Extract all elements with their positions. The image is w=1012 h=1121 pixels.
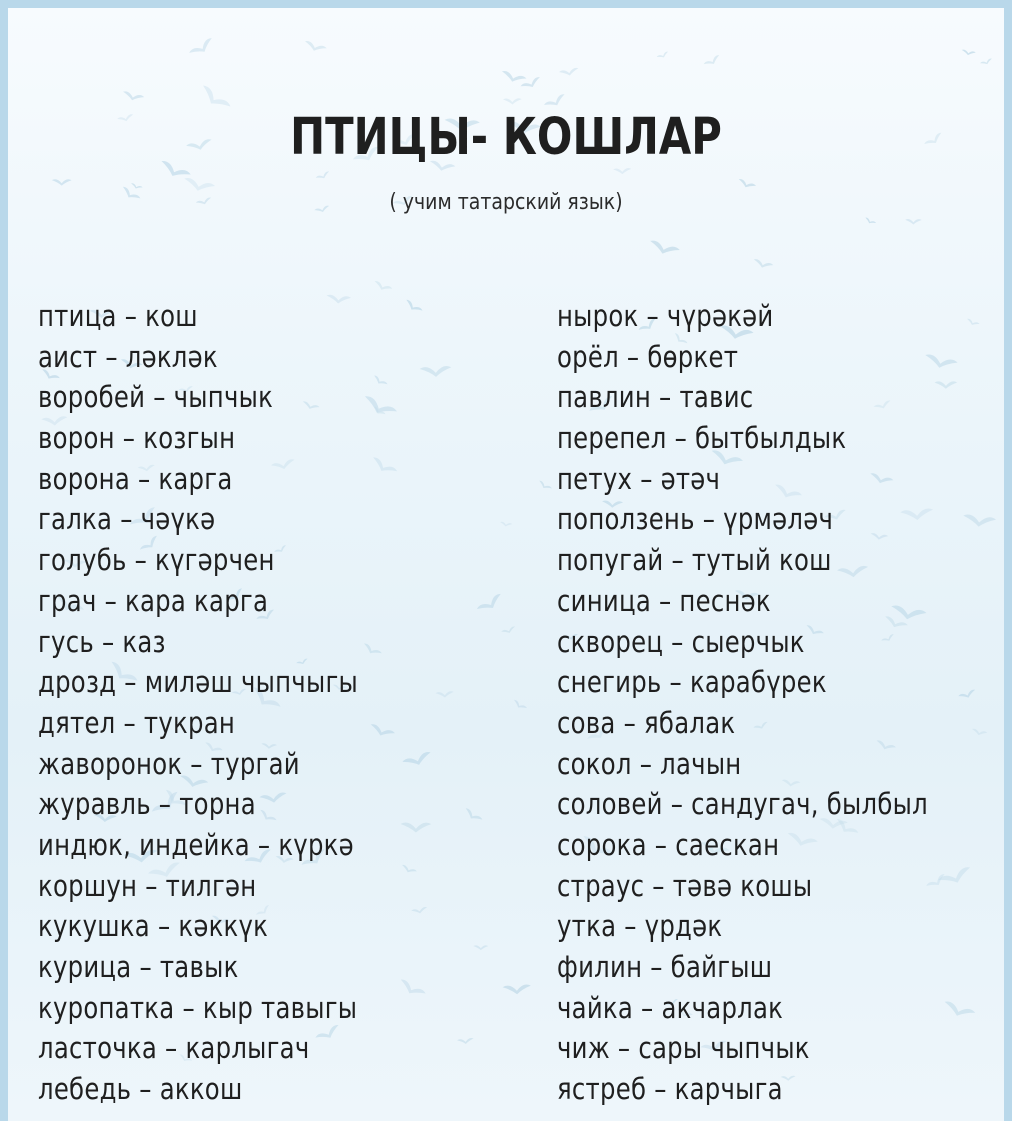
bird-icon [502,984,531,995]
bird-icon [752,258,773,270]
word-pair: дрозд – миләш чыпчыгы [38,665,358,700]
word-list-right [557,296,999,1110]
bird-icon [503,98,522,104]
bird-icon [435,691,454,698]
word-pair: поползень – үрмәләч [557,502,834,537]
bird-icon [980,58,993,66]
word-pair: соловей – сандугач, былбыл [557,787,928,822]
bird-icon [463,807,483,824]
bird-icon [473,945,488,950]
bird-icon [52,179,72,186]
word-pair: воробей – чыпчык [38,380,274,415]
bird-icon [703,54,721,68]
bird-icon [500,70,527,85]
word-pair: филин – байгыш [557,950,773,984]
word-pair: синица – песнәк [557,583,771,618]
word-pair: павлин – тавис [557,380,754,415]
bird-icon [476,593,505,616]
page-subtitle: ( учим татарский язык) [389,190,623,215]
word-list-left [38,296,419,1110]
word-pair: дятел – тукран [38,705,236,740]
word-pair: жаворонок – тургай [38,746,300,781]
bird-icon [501,626,517,636]
word-pair: коршун – тилгән [38,868,257,903]
word-pair: куропатка – кыр тавыгы [38,990,358,1025]
bird-icon [657,51,670,60]
word-pair: чайка – акчарлак [557,990,784,1025]
word-pair: индюк, индейка – күркә [38,827,354,862]
word-pair: ворона – карга [38,461,233,496]
bird-icon [905,219,922,225]
bird-icon [512,699,528,712]
bird-icon [315,171,330,182]
bird-icon [737,178,756,190]
word-pair: сова – ябалак [557,705,736,740]
bird-icon [559,67,580,77]
word-pair: нырок – чүрәкәй [557,299,774,333]
bird-icon [303,40,327,54]
word-pair: галка – чәүкә [38,502,216,537]
word-pair: ворон – козгын [38,421,236,456]
word-pair: грач – кара карга [38,583,269,618]
bird-icon [373,280,393,293]
word-pair: снегирь – карабүрек [557,665,827,700]
bird-icon [420,366,452,378]
word-pair: журавль – торна [38,787,256,822]
bird-icon [122,91,145,103]
word-pair: перепел – бытбылдык [557,421,847,456]
word-pair: лебедь – аккош [38,1072,243,1107]
word-pair: скворец – сыерчык [557,624,805,659]
bird-icon [457,1038,474,1045]
word-pair: страус – тәвә кошы [557,868,813,903]
bird-icon [188,37,215,59]
bird-icon [924,132,945,149]
bird-icon [613,168,631,175]
word-pair: ласточка – карлыгач [38,1031,310,1066]
word-pair: орёл – бөркет [557,339,739,374]
word-pair: попугай – тутый кош [557,543,832,578]
word-pair: ястреб – карчыга [557,1072,783,1107]
word-pair: курица – тавык [38,950,239,984]
word-pair: гусь – каз [38,624,166,659]
word-pair: кукушка – кәккүк [38,909,269,944]
bird-icon [500,522,513,528]
word-pair: петух – әтәч [557,461,721,496]
bird-icon [648,239,681,258]
bird-icon [864,217,877,226]
word-pair: голубь – күгәрчен [38,543,275,578]
word-pair: аист – ләкләк [38,339,218,374]
word-pair: птица – кош [38,299,198,333]
word-pair: сорока – саескан [557,827,780,862]
bird-icon [537,480,552,492]
word-pair: сокол – лачын [557,746,742,781]
bird-icon [961,49,976,56]
word-pair: утка – үрдәк [557,909,723,944]
vocabulary-card [8,8,1004,1121]
page-title: ПТИЦЫ- КОШЛАР [290,108,722,167]
word-pair: чиж – сары чыпчык [557,1031,810,1066]
